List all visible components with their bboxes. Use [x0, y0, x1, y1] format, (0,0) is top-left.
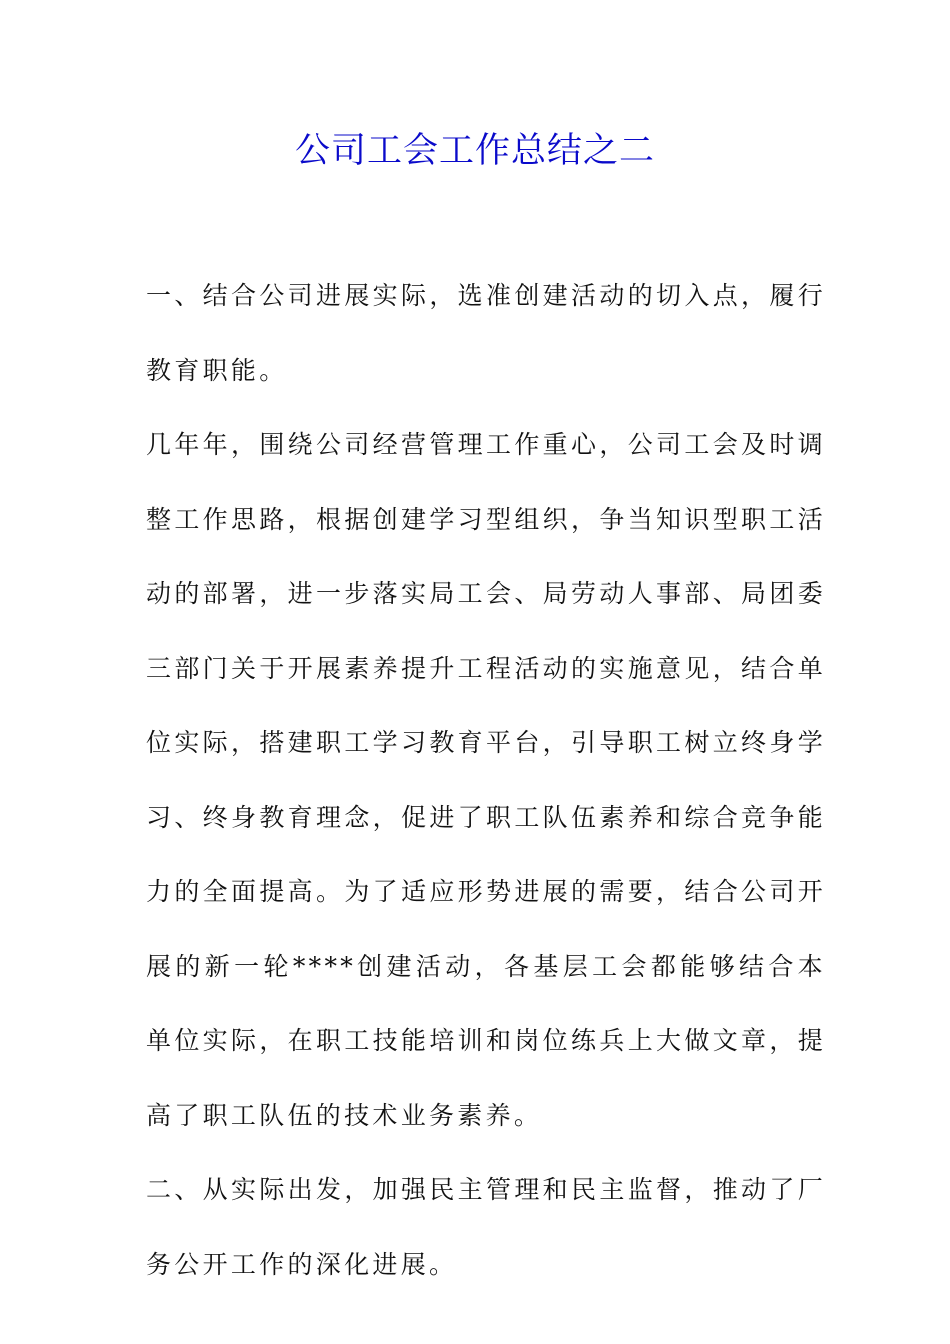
paragraph-section-one-heading: 一、结合公司进展实际，选准创建活动的切入点，履行教育职能。 — [146, 281, 826, 385]
paragraph-section-two-heading: 二、从实际出发，加强民主管理和民主监督，推动了厂务公开工作的深化进展。 — [146, 1175, 826, 1279]
document-body — [146, 259, 826, 1302]
document-title: 公司工会工作总结之二 — [294, 131, 655, 171]
paragraph-section-one-body: 几年年，围绕公司经营管理工作重心，公司工会及时调整工作思路，根据创建学习型组织，争当知识型职工活动的部署，进一步落实局工会、局劳动人事部、局团委三部门关于开展素养提升工程活动的实施意见，结合单位实际，搭建职工学习教育平台，引导职工树立终身学习、终身教育理念，促进了职工队伍素养和综合竞争能力的全面提高。为了适应形势进展的需要，结合公司开展的新一轮****创建活动，各基层工会都能够结合本单位实际，在职工技能培训和岗位练兵上大做文章，提高了职工队伍的技术业务素养。 — [146, 430, 826, 1130]
